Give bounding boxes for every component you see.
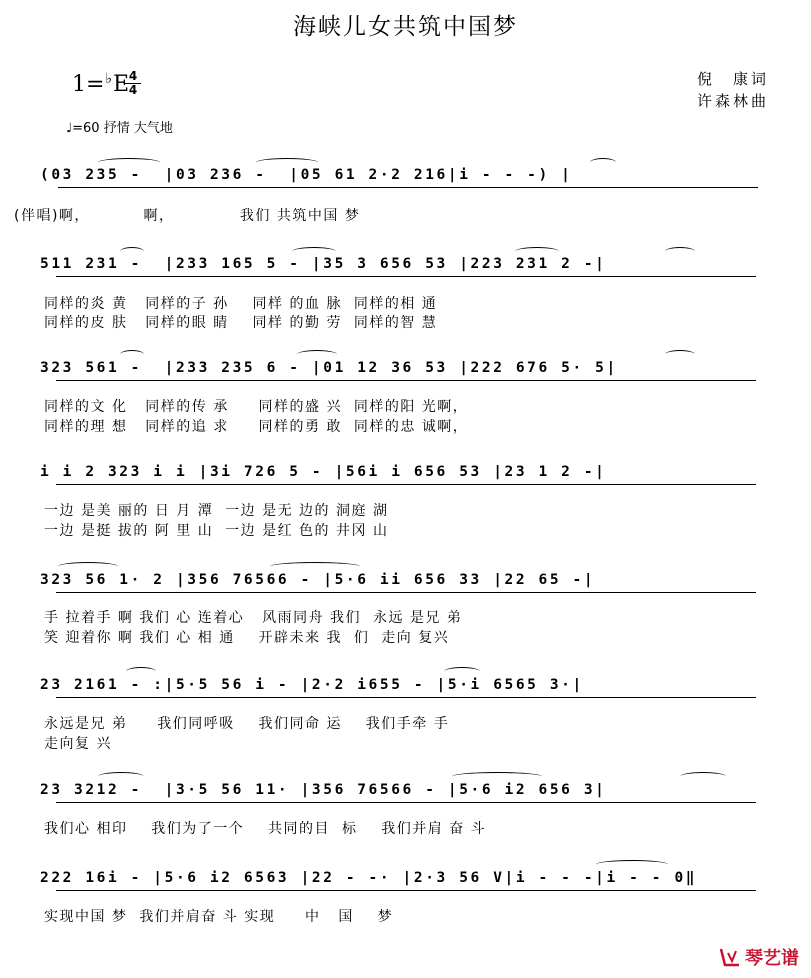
notation-line-3: 323 561 - |233 235 6 - |01 12 36 53 |222 676 5· 5| xyxy=(40,360,618,376)
beam-line xyxy=(56,592,756,593)
lyric-line-1a: (伴唱)啊， 啊， 我们 共筑中国 梦 xyxy=(14,208,361,224)
time-signature: 4 4 xyxy=(125,70,141,97)
slur-mark xyxy=(452,772,542,781)
lyricist-credit: 倪 康词 xyxy=(696,70,769,88)
slur-mark xyxy=(292,247,336,256)
composer-credit: 许森林曲 xyxy=(696,92,769,110)
site-watermark: 琴艺谱 xyxy=(719,944,799,970)
qinyipu-logo-icon xyxy=(719,947,741,967)
key-signature: 1=♭E xyxy=(72,71,130,97)
slur-mark xyxy=(120,350,144,359)
slur-mark xyxy=(590,158,616,167)
beam-line xyxy=(56,276,756,277)
lyric-line-6a: 永远是兄 弟 我们同呼吸 我们同命 运 我们手牵 手 xyxy=(44,716,450,732)
notation-line-6: 23 2161 - :|5·5 56 i - |2·2 i655 - |5·i 6565 3·| xyxy=(40,677,584,693)
slur-mark xyxy=(515,247,559,256)
notation-line-4: i i 2 323 i i |3i 726 5 - |56i i 656 53 |23 1 2 -| xyxy=(40,464,607,480)
lyric-line-5b: 笑 迎着你 啊 我们 心 相 通 开辟未来 我 们 走向 复兴 xyxy=(44,630,450,646)
beam-line xyxy=(58,187,758,188)
lyric-line-7a: 我们心 相印 我们为了一个 共同的目 标 我们并肩 奋 斗 xyxy=(44,821,487,837)
song-title: 海峡儿女共筑中国梦 xyxy=(293,14,518,40)
lyric-line-5a: 手 拉着手 啊 我们 心 连着心 风雨同舟 我们 永远 是兄 弟 xyxy=(44,610,463,626)
slur-mark xyxy=(665,350,695,359)
beam-line xyxy=(56,484,756,485)
slur-mark xyxy=(680,772,726,781)
lyric-line-6b: 走向复 兴 xyxy=(44,736,112,752)
lyric-line-3b: 同样的理 想 同样的追 求 同样的勇 敢 同样的忠 诚啊， xyxy=(44,419,469,435)
notation-line-8: 222 16i - |5·6 i2 6563 |22 - -· |2·3 56 V|i - - -|i - - 0‖ xyxy=(40,870,698,886)
lyric-line-8a: 实现中国 梦 我们并肩奋 斗 实现 中 国 梦 xyxy=(44,909,394,925)
lyric-line-3a: 同样的文 化 同样的传 承 同样的盛 兴 同样的阳 光啊， xyxy=(44,399,469,415)
slur-mark xyxy=(98,772,144,781)
notation-line-5: 323 56 1· 2 |356 76566 - |5·6 ii 656 33 |22 65 -| xyxy=(40,572,596,588)
slur-mark xyxy=(444,667,480,676)
beam-line xyxy=(56,802,756,803)
beam-line xyxy=(56,380,756,381)
slur-mark xyxy=(596,860,668,869)
slur-mark xyxy=(665,247,695,256)
beam-line xyxy=(56,697,756,698)
lyric-line-2b: 同样的皮 肤 同样的眼 睛 同样 的勤 劳 同样的智 慧 xyxy=(44,315,438,331)
slur-mark xyxy=(297,350,337,359)
lyric-line-2a: 同样的炎 黄 同样的子 孙 同样 的血 脉 同样的相 通 xyxy=(44,296,438,312)
slur-mark xyxy=(256,158,318,167)
notation-line-7: 23 3212 - |3·5 56 11· |356 76566 - |5·6 i2 656 3| xyxy=(40,782,607,798)
slur-mark xyxy=(126,667,156,676)
lyric-line-4b: 一边 是挺 拔的 阿 里 山 一边 是红 色的 井冈 山 xyxy=(44,523,389,539)
slur-mark xyxy=(98,158,160,167)
lyric-line-4a: 一边 是美 丽的 日 月 潭 一边 是无 边的 洞庭 湖 xyxy=(44,503,389,519)
beam-line xyxy=(56,890,756,891)
notation-line-2: 511 231 - |233 165 5 - |35 3 656 53 |223 231 2 -| xyxy=(40,256,607,272)
tempo-marking: ♩=60 抒情 大气地 xyxy=(66,121,173,136)
notation-line-1: (03 235 - |03 236 - |05 61 2·2 216|i - - -) | xyxy=(40,167,573,183)
slur-mark xyxy=(120,247,144,256)
slur-mark xyxy=(270,562,360,571)
slur-mark xyxy=(58,562,118,571)
